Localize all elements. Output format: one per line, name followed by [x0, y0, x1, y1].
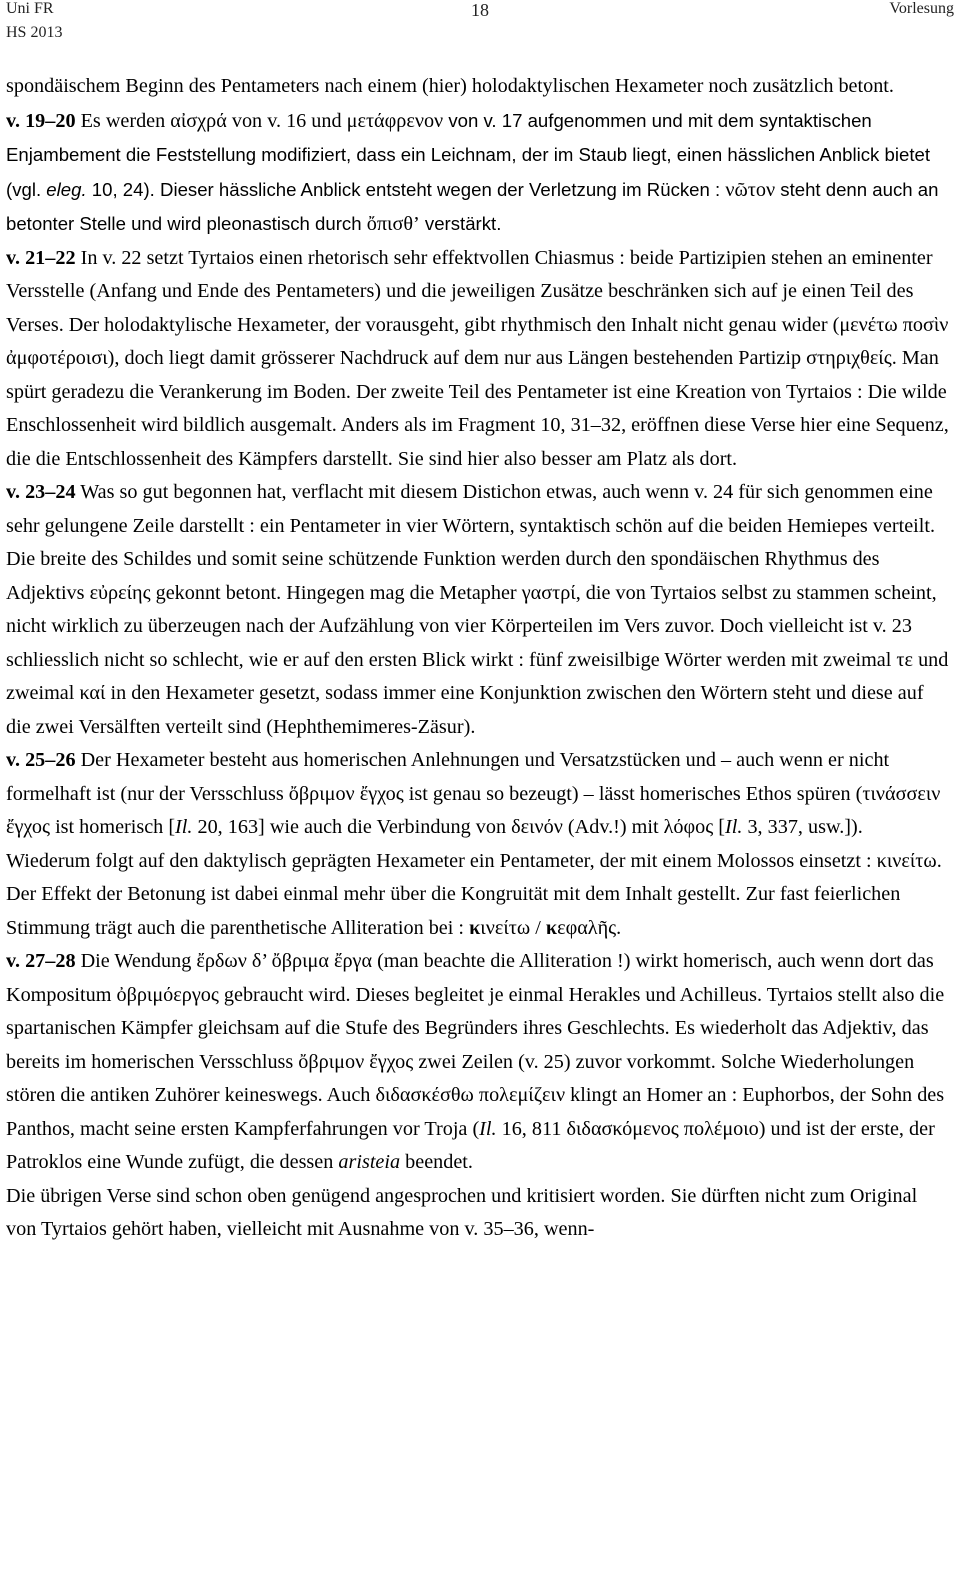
- greek-text: λόφος: [663, 816, 714, 838]
- greek-text: τε: [896, 648, 914, 671]
- greek-text: δεινόν: [511, 816, 563, 838]
- paragraph-v25-26: v. 25–26 Der Hexameter besteht aus homerischen Anlehnungen und Versatzstücken und – auch wenn er nicht formelhaft ist (nur der Versschluss ὄβριμον ἔγχος ist genau so bezeugt) – lässt homerisches Ethos spüren (τινάσσειν ἔγχος ist homerisch [Il. 20, 163] wie auch die Verbindung von δεινόν (Adv.!) mit λόφος [Il. 3, 337, usw.]). Wiederum folgt auf den daktylisch geprägten Hexameter ein Pentameter, der mit einem Molossos einsetzt : κινείτω. Der Effekt der Betonung ist dabei einmal mehr über die Kongruität mit dem Inhalt gestellt. Zur fast feierlichen Stimmung trägt auch die parenthetische Alliteration bei : κινείτω / κεφαλῆς.: [6, 749, 942, 939]
- verse-ref: v. 25–26: [6, 749, 76, 771]
- header-course-type: Vorlesung: [889, 0, 954, 17]
- greek-text: εφαλῆς: [557, 916, 617, 939]
- header-university: Uni FR: [6, 0, 54, 17]
- greek-text: στηριχθείς: [806, 347, 892, 369]
- greek-text: εὐρείης: [89, 581, 151, 604]
- greek-text: διδασκέσθω πολεμίζειν: [375, 1084, 566, 1106]
- greek-text: καί: [79, 682, 106, 704]
- greek-text: ινείτω: [480, 916, 531, 939]
- greek-text: ἔρδων δ’ ὄβριμα ἔργα: [196, 950, 373, 972]
- greek-alliteration: κ: [469, 916, 481, 939]
- page-header: [6, 0, 954, 44]
- greek-text: αἰσχρά: [170, 109, 227, 132]
- greek-text: ὄβριμον ἔγχος: [288, 782, 404, 805]
- greek-text: ὀβριμόεργος: [116, 983, 219, 1006]
- greek-text: γαστρί: [521, 581, 576, 604]
- greek-text: διδασκόμενος πολέμοιο: [566, 1117, 759, 1140]
- greek-text: ὄβριμον ἔγχος: [298, 1050, 414, 1073]
- header-semester: HS 2013: [6, 24, 63, 41]
- document-body: [6, 70, 950, 1247]
- greek-alliteration: κ: [545, 916, 558, 939]
- greek-text: μενέτω ποσὶν ἀμφοτέροισι: [6, 313, 949, 369]
- paragraph-v21-22: v. 21–22 In v. 22 setzt Tyrtaios einen rhetorisch sehr effektvollen Chiasmus : beide Partizipien stehen an eminenter Versstelle (Anfang und Ende des Pentameters) und die jeweiligen Zusätze beschränken sich auf je einen Teil des Verses. Der holodaktylische Hexameter, der vorausgeht, gibt rhythmisch den Inhalt nicht genau wider (μενέτω ποσὶν ἀμφοτέροισι), doch liegt damit grösserer Nachdruck auf dem nur aus Längen bestehenden Partizip στηριχθείς. Man spürt geradezu die Verankerung im Boden. Der zweite Teil des Pentameter ist eine Kreation von Tyrtaios : Die wilde Enschlossenheit wird bildlich ausgemalt. Anders als im Fragment 10, 31–32, eröffnen diese Verse hier eine Sequenz, die die Entschlossenheit des Kämpfers darstellt. Sie sind hier also besser am Platz als dort.: [6, 246, 949, 470]
- greek-text: κινείτω: [876, 849, 937, 872]
- paragraph-v19-20: v. 19–20 Es werden αἰσχρά von v. 16 und μετάφρενον von v. 17 aufgenommen und mit dem syntaktischen Enjambement die Feststellung modifiziert, dass ein Leichnam, der im Staub liegt, einen hässlichen Anblick bietet (vgl. eleg. 10, 24). Dieser hässliche Anblick entsteht wegen der Verletzung im Rücken : νῶτον steht denn auch an betonter Stelle und wird pleonastisch durch ὄπισθ’ verstärkt.: [6, 109, 939, 235]
- greek-text: μετάφρενον: [346, 109, 444, 132]
- verse-ref: v. 27–28: [6, 950, 76, 972]
- verse-ref: v. 19–20: [6, 109, 76, 132]
- greek-text: ὄπισθ’: [366, 213, 420, 235]
- paragraph-v23-24: v. 23–24 Was so gut begonnen hat, verflacht mit diesem Distichon etwas, auch wenn v. 24 für sich genommen eine sehr gelungene Zeile darstellt : ein Pentameter in vier Wörtern, syntaktisch schön auf die beiden Hemiepes verteilt. Die breite des Schildes und somit seine schützende Funktion werden durch den spondäischen Rhythmus des Adjektivs εὐρείης gekonnt betont. Hingegen mag die Metapher γαστρί, die von Tyrtaios selbst zu stammen scheint, nicht wirklich zu überzeugen nach der Aufzählung von vier Körperteilen im Vers zuvor. Doch vielleicht ist v. 23 schliesslich nicht so schlecht, wie er auf den ersten Blick wirkt : fünf zweisilbige Wörter werden mit zweimal τε und zweimal καί in den Hexameter gesetzt, sodass immer eine Konjunktion zwischen den Wörtern steht und diese auf die zwei Versälften verteilt sind (Hephthemimeres-Zäsur).: [6, 481, 949, 738]
- verse-ref: v. 21–22: [6, 246, 76, 269]
- paragraph-v27-28: v. 27–28 Die Wendung ἔρδων δ’ ὄβριμα ἔργα (man beachte die Alliteration !) wirkt homerisch, auch wenn dort das Kompositum ὀβριμόεργος gebraucht wird. Dieses begleitet je einmal Herakles und Achilleus. Tyrtaios stellt also die spartanischen Kämpfer gleichsam auf die Stufe des Begründers ihres Geschlechts. Es wiederholt das Adjektiv, das bereits im homerischen Versschluss ὄβριμον ἔγχος zwei Zeilen (v. 25) zuvor vorkommt. Solche Wiederholungen stören die antiken Zuhörer keineswegs. Auch διδασκέσθω πολεμίζειν klingt an Homer an : Euphorbos, der Sohn des Panthos, macht seine ersten Kampferfahrungen vor Troja (Il. 16, 811 διδασκόμενος πολέμοιο) und ist der erste, der Patroklos eine Wunde zufügt, die dessen aristeia beendet.: [6, 950, 945, 1173]
- page-number: 18: [471, 0, 489, 20]
- greek-text: τινάσσειν ἔγχος: [6, 782, 941, 838]
- paragraph-intro: spondäischem Beginn des Pentameters nach einem (hier) holodaktylischen Hexameter noch zusätzlich betont.: [6, 75, 894, 97]
- verse-ref: v. 23–24: [6, 481, 76, 503]
- greek-text: νῶτον: [725, 178, 776, 201]
- paragraph-closing: Die übrigen Verse sind schon oben genügend angesprochen und kritisiert worden. Sie dürften nicht zum Original von Tyrtaios gehört haben, vielleicht mit Ausnahme von v. 35–36, wenn-: [6, 1184, 918, 1240]
